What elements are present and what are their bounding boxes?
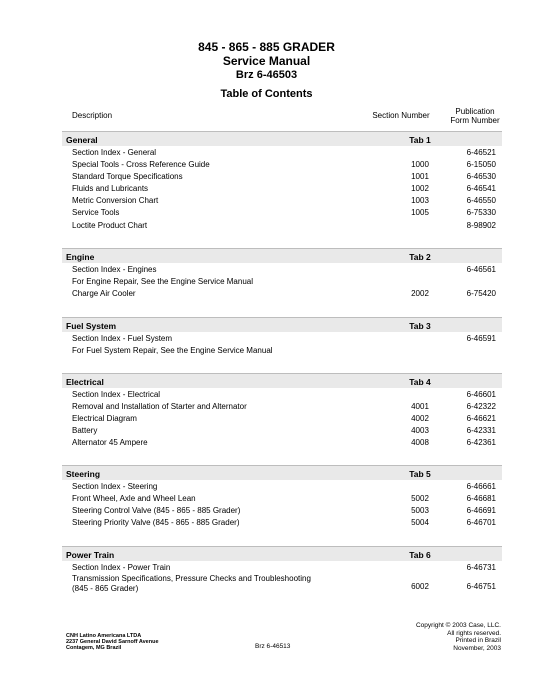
section-tab: Tab 3 xyxy=(409,321,431,331)
row-description: Removal and Installation of Starter and Alternator xyxy=(72,402,247,412)
column-header-description: Description xyxy=(72,111,113,120)
row-description: Standard Torque Specifications xyxy=(72,172,183,182)
row-form-number: 6-46681 xyxy=(466,494,496,504)
row-form-number: 6-46701 xyxy=(466,518,496,528)
section-tab: Tab 5 xyxy=(409,469,431,479)
section-header xyxy=(62,131,502,146)
table-row xyxy=(62,424,502,436)
row-form-number: 6-46691 xyxy=(466,506,496,516)
row-form-number: 6-46601 xyxy=(466,390,496,399)
section-header xyxy=(62,317,502,332)
row-form-number: 6-75420 xyxy=(466,289,496,299)
section-engine xyxy=(62,248,502,299)
copyright-line: Copyright © 2003 Case, LLC. xyxy=(415,622,501,629)
row-description: Battery xyxy=(72,426,98,436)
title-form-number: Brz 6-46503 xyxy=(235,69,298,81)
row-section-number: 1001 xyxy=(411,172,429,182)
table-row xyxy=(62,412,502,424)
section-name: Engine xyxy=(66,252,95,262)
row-description: Section Index - Electrical xyxy=(72,390,161,399)
row-section-number: 4002 xyxy=(411,414,429,424)
row-section-number: 1005 xyxy=(411,208,429,218)
section-name: Steering xyxy=(66,469,101,479)
row-section-number: 1000 xyxy=(411,160,429,170)
row-description: Charge Air Cooler xyxy=(72,289,136,299)
row-form-number: 6-46591 xyxy=(466,334,496,343)
section-name: General xyxy=(66,135,98,145)
column-header-section-number: Section Number xyxy=(372,111,430,120)
date-line: November, 2003 xyxy=(453,644,501,652)
section-electrical xyxy=(62,373,502,448)
section-steering xyxy=(62,465,502,528)
row-form-number: 6-42361 xyxy=(466,438,496,448)
row-description-line2: (845 - 865 Grader) xyxy=(72,584,139,594)
table-row xyxy=(62,275,502,287)
publisher-city: Contagem, MG Brazil xyxy=(66,645,122,651)
row-form-number: 6-46751 xyxy=(466,582,496,592)
table-row xyxy=(62,158,502,170)
section-power-train xyxy=(62,546,502,595)
table-row xyxy=(62,170,502,182)
row-form-number: 6-46731 xyxy=(466,563,496,572)
row-form-number: 6-42331 xyxy=(466,426,496,436)
table-row xyxy=(62,194,502,206)
row-description: Electrical Diagram xyxy=(72,414,137,424)
row-description: Front Wheel, Axle and Wheel Lean xyxy=(72,494,196,504)
row-section-number: 1003 xyxy=(411,196,429,206)
row-description: For Engine Repair, See the Engine Service Manual xyxy=(72,277,253,287)
title-manual: Service Manual xyxy=(222,54,311,68)
section-general xyxy=(62,131,502,231)
row-description: Metric Conversion Chart xyxy=(72,196,159,206)
row-form-number: 6-46550 xyxy=(466,196,496,206)
row-form-number: 6-42322 xyxy=(466,402,496,412)
table-row xyxy=(62,516,502,528)
table-row xyxy=(62,573,502,595)
table-row xyxy=(62,263,502,275)
row-section-number: 6002 xyxy=(411,582,429,592)
table-row xyxy=(62,219,502,231)
row-description xyxy=(72,574,311,594)
document-title xyxy=(0,40,533,101)
row-description: Section Index - Fuel System xyxy=(72,334,173,343)
section-fuel-system xyxy=(62,317,502,356)
row-description: Fluids and Lubricants xyxy=(72,184,149,194)
copyright-notice xyxy=(416,622,501,652)
section-header xyxy=(62,465,502,480)
column-header-publication-line2: Form Number xyxy=(450,116,500,125)
row-form-number: 6-46621 xyxy=(466,414,496,424)
row-section-number: 2002 xyxy=(411,289,429,299)
row-description: For Fuel System Repair, See the Engine Service Manual xyxy=(72,346,273,356)
section-tab: Tab 2 xyxy=(409,252,431,262)
row-description: Alternator 45 Ampere xyxy=(72,438,148,448)
footer-form-number: Brz 6-46513 xyxy=(255,643,291,650)
column-header-publication-line1: Publication xyxy=(455,107,495,116)
row-section-number: 4003 xyxy=(411,426,429,436)
table-row xyxy=(62,504,502,516)
table-row xyxy=(62,182,502,194)
publisher-street: 2237 General David Sarnoff Avenue xyxy=(66,639,159,645)
table-row xyxy=(62,561,502,573)
row-description: Section Index - Steering xyxy=(72,482,158,491)
row-form-number: 6-46541 xyxy=(466,184,496,194)
row-section-number: 4001 xyxy=(411,402,429,412)
row-form-number: 8-98902 xyxy=(466,220,496,230)
rights-line: All rights reserved. xyxy=(447,629,501,637)
table-row xyxy=(62,287,502,299)
row-form-number: 6-46561 xyxy=(466,265,496,274)
row-description: Section Index - Power Train xyxy=(72,563,171,572)
row-description-line1: Transmission Specifications, Pressure Checks and Troubleshooting xyxy=(72,574,311,584)
row-section-number: 5003 xyxy=(411,506,429,516)
title-model: 845 - 865 - 885 GRADER xyxy=(198,40,335,54)
row-form-number: 6-46530 xyxy=(466,172,496,182)
table-row xyxy=(62,332,502,344)
table-row xyxy=(62,492,502,504)
table-row xyxy=(62,146,502,158)
row-description: Steering Control Valve (845 - 865 - 885 Grader) xyxy=(72,506,241,516)
row-description: Section Index - General xyxy=(72,148,157,157)
section-header xyxy=(62,248,502,263)
row-description: Loctite Product Chart xyxy=(72,220,148,230)
section-header xyxy=(62,546,502,561)
section-tab: Tab 6 xyxy=(409,550,431,560)
row-section-number: 5004 xyxy=(411,518,429,528)
title-toc: Table of Contents xyxy=(220,88,313,100)
section-header xyxy=(62,373,502,388)
row-section-number: 1002 xyxy=(411,184,429,194)
row-form-number: 6-15050 xyxy=(466,160,496,170)
table-row xyxy=(62,344,502,356)
row-form-number: 6-46521 xyxy=(466,148,496,157)
section-name: Electrical xyxy=(66,377,104,387)
table-row xyxy=(62,388,502,400)
publisher-address xyxy=(66,633,159,651)
row-section-number: 4008 xyxy=(411,438,429,448)
table-row xyxy=(62,480,502,492)
section-name: Fuel System xyxy=(66,321,117,331)
table-row xyxy=(62,436,502,448)
column-header-publication xyxy=(440,107,510,125)
row-form-number: 6-46661 xyxy=(466,482,496,491)
row-section-number: 5002 xyxy=(411,494,429,504)
publisher-name: CNH Latino Americana LTDA xyxy=(66,633,142,639)
section-tab: Tab 4 xyxy=(409,377,431,387)
row-description: Special Tools - Cross Reference Guide xyxy=(72,160,210,170)
printed-line: Printed in Brazil xyxy=(455,637,501,644)
row-description: Section Index - Engines xyxy=(72,265,157,274)
row-form-number: 6-75330 xyxy=(466,208,496,218)
section-tab: Tab 1 xyxy=(409,135,431,145)
table-row xyxy=(62,400,502,412)
row-description: Steering Priority Valve (845 - 865 - 885 Grader) xyxy=(72,518,240,528)
table-row xyxy=(62,206,502,218)
section-name: Power Train xyxy=(66,550,115,560)
row-description: Service Tools xyxy=(72,208,120,218)
